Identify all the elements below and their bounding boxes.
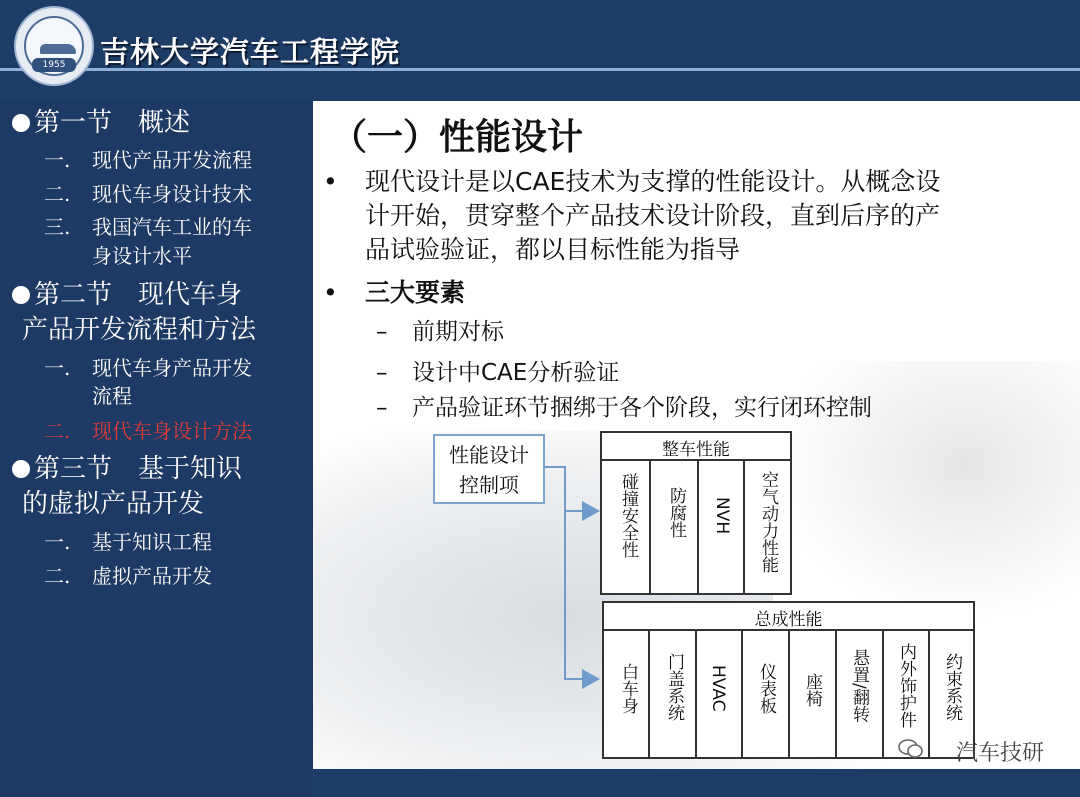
section-2[interactable] — [12, 278, 302, 312]
slide-content — [313, 101, 1080, 769]
item-label: 现代车身设计技术 — [92, 182, 252, 206]
slide-title: （一）性能设计 — [331, 117, 584, 158]
university-logo — [14, 6, 94, 86]
car-emblem-icon — [40, 44, 76, 54]
item-label: 我国汽车工业的车 — [92, 215, 252, 239]
table-divider — [788, 631, 790, 757]
table-divider — [882, 631, 884, 757]
footer-bar — [313, 769, 1080, 797]
bullet-symbol: • — [323, 167, 338, 196]
item-number: 二. — [44, 419, 71, 443]
sidebar-item-1-1[interactable] — [44, 145, 294, 175]
item-label: 现代车身产品开发 — [92, 356, 252, 380]
sub-point-text: 设计中CAE分析验证 — [412, 360, 620, 386]
table-divider — [695, 631, 697, 757]
sidebar-item-1-2[interactable] — [44, 179, 294, 209]
arrow-to-assembly — [545, 467, 598, 679]
control-line: 控制项 — [459, 473, 519, 497]
logo-year: 1955 — [32, 58, 76, 72]
section-2-title: 第二节 现代车身 — [34, 280, 243, 310]
bullet-symbol: • — [323, 278, 338, 307]
item-label: 基于知识工程 — [92, 530, 212, 554]
assembly-performance-table — [602, 601, 975, 759]
table-divider — [741, 631, 743, 757]
item-label: 现代产品开发流程 — [92, 148, 252, 172]
sidebar-item-3-2[interactable] — [44, 561, 294, 591]
section-1-title: 第一节 概述 — [34, 108, 191, 138]
assembly-item: 门盖系统 — [664, 653, 684, 721]
table-divider — [649, 461, 651, 593]
item-number: 三. — [44, 215, 71, 239]
item-label: 现代车身设计方法 — [92, 419, 252, 443]
section-3-title: 第三节 基于知识 — [34, 454, 243, 484]
section-3-title-cont: 的虚拟产品开发 — [22, 489, 205, 519]
bullet-1-line: 品试验验证，都以目标性能为指导 — [365, 235, 741, 264]
assembly-item: 内外饰护件 — [896, 643, 916, 728]
sidebar-item-2-1[interactable] — [44, 353, 294, 383]
table-divider — [648, 631, 650, 757]
bullet-1-line: 计开始，贯穿整个产品技术设计阶段，直到后序的产 — [365, 201, 941, 230]
assembly-item: 约束系统 — [942, 653, 962, 721]
sidebar-item-1-3-cont: 身设计水平 — [92, 244, 192, 268]
assembly-item: 白车身 — [618, 663, 638, 714]
bullet-1-line: 现代设计是以CAE技术为支撑的性能设计。从概念设 — [365, 167, 941, 196]
dash-symbol: – — [376, 360, 388, 386]
section-3[interactable] — [12, 452, 302, 486]
dash-symbol: – — [376, 319, 388, 345]
control-items-box — [433, 434, 545, 504]
item-number: 二. — [44, 564, 71, 588]
wechat-icon — [898, 738, 924, 760]
dash-symbol: – — [376, 395, 388, 421]
table-divider — [697, 461, 699, 593]
vehicle-item: 防腐性 — [666, 487, 686, 538]
assembly-item: 仪表板 — [756, 663, 776, 714]
header-bar — [0, 0, 1080, 100]
bullet-dot-icon — [12, 114, 30, 132]
item-number: 一. — [44, 530, 71, 554]
assembly-item: 悬置/翻转 — [849, 649, 869, 723]
assembly-item: 座椅 — [802, 673, 822, 707]
school-name: 吉林大学汽车工程学院 — [100, 35, 401, 69]
sidebar-outline — [0, 100, 312, 797]
table-divider — [743, 461, 745, 593]
sidebar-item-2-2-active[interactable] — [44, 416, 294, 446]
assembly-item: HVAC — [708, 665, 728, 712]
item-number: 一. — [44, 356, 71, 380]
bullet-dot-icon — [12, 286, 30, 304]
section-1[interactable] — [12, 106, 302, 140]
item-number: 一. — [44, 148, 71, 172]
sidebar-item-2-1-cont: 流程 — [92, 384, 132, 408]
sub-point-text: 前期对标 — [412, 319, 504, 345]
bullet-2-text: 三大要素 — [365, 278, 466, 307]
item-number: 二. — [44, 182, 71, 206]
assembly-table-header: 总成性能 — [604, 605, 973, 631]
vehicle-performance-table — [600, 431, 792, 595]
watermark-text: 汽车技研 — [955, 741, 1044, 766]
table-divider — [835, 631, 837, 757]
item-label: 虚拟产品开发 — [92, 564, 212, 588]
control-line: 性能设计 — [449, 443, 529, 467]
sub-point-text: 产品验证环节捆绑于各个阶段，实行闭环控制 — [412, 395, 872, 421]
table-divider — [928, 631, 930, 757]
vehicle-item: NVH — [712, 497, 732, 535]
bullet-dot-icon — [12, 460, 30, 478]
vehicle-item: 空气动力性能 — [758, 471, 778, 573]
sidebar-item-1-3[interactable] — [44, 212, 294, 242]
sidebar-item-3-1[interactable] — [44, 527, 294, 557]
vehicle-item: 碰撞安全性 — [618, 473, 638, 558]
vehicle-table-header: 整车性能 — [602, 435, 790, 461]
section-2-title-cont: 产品开发流程和方法 — [22, 315, 257, 345]
